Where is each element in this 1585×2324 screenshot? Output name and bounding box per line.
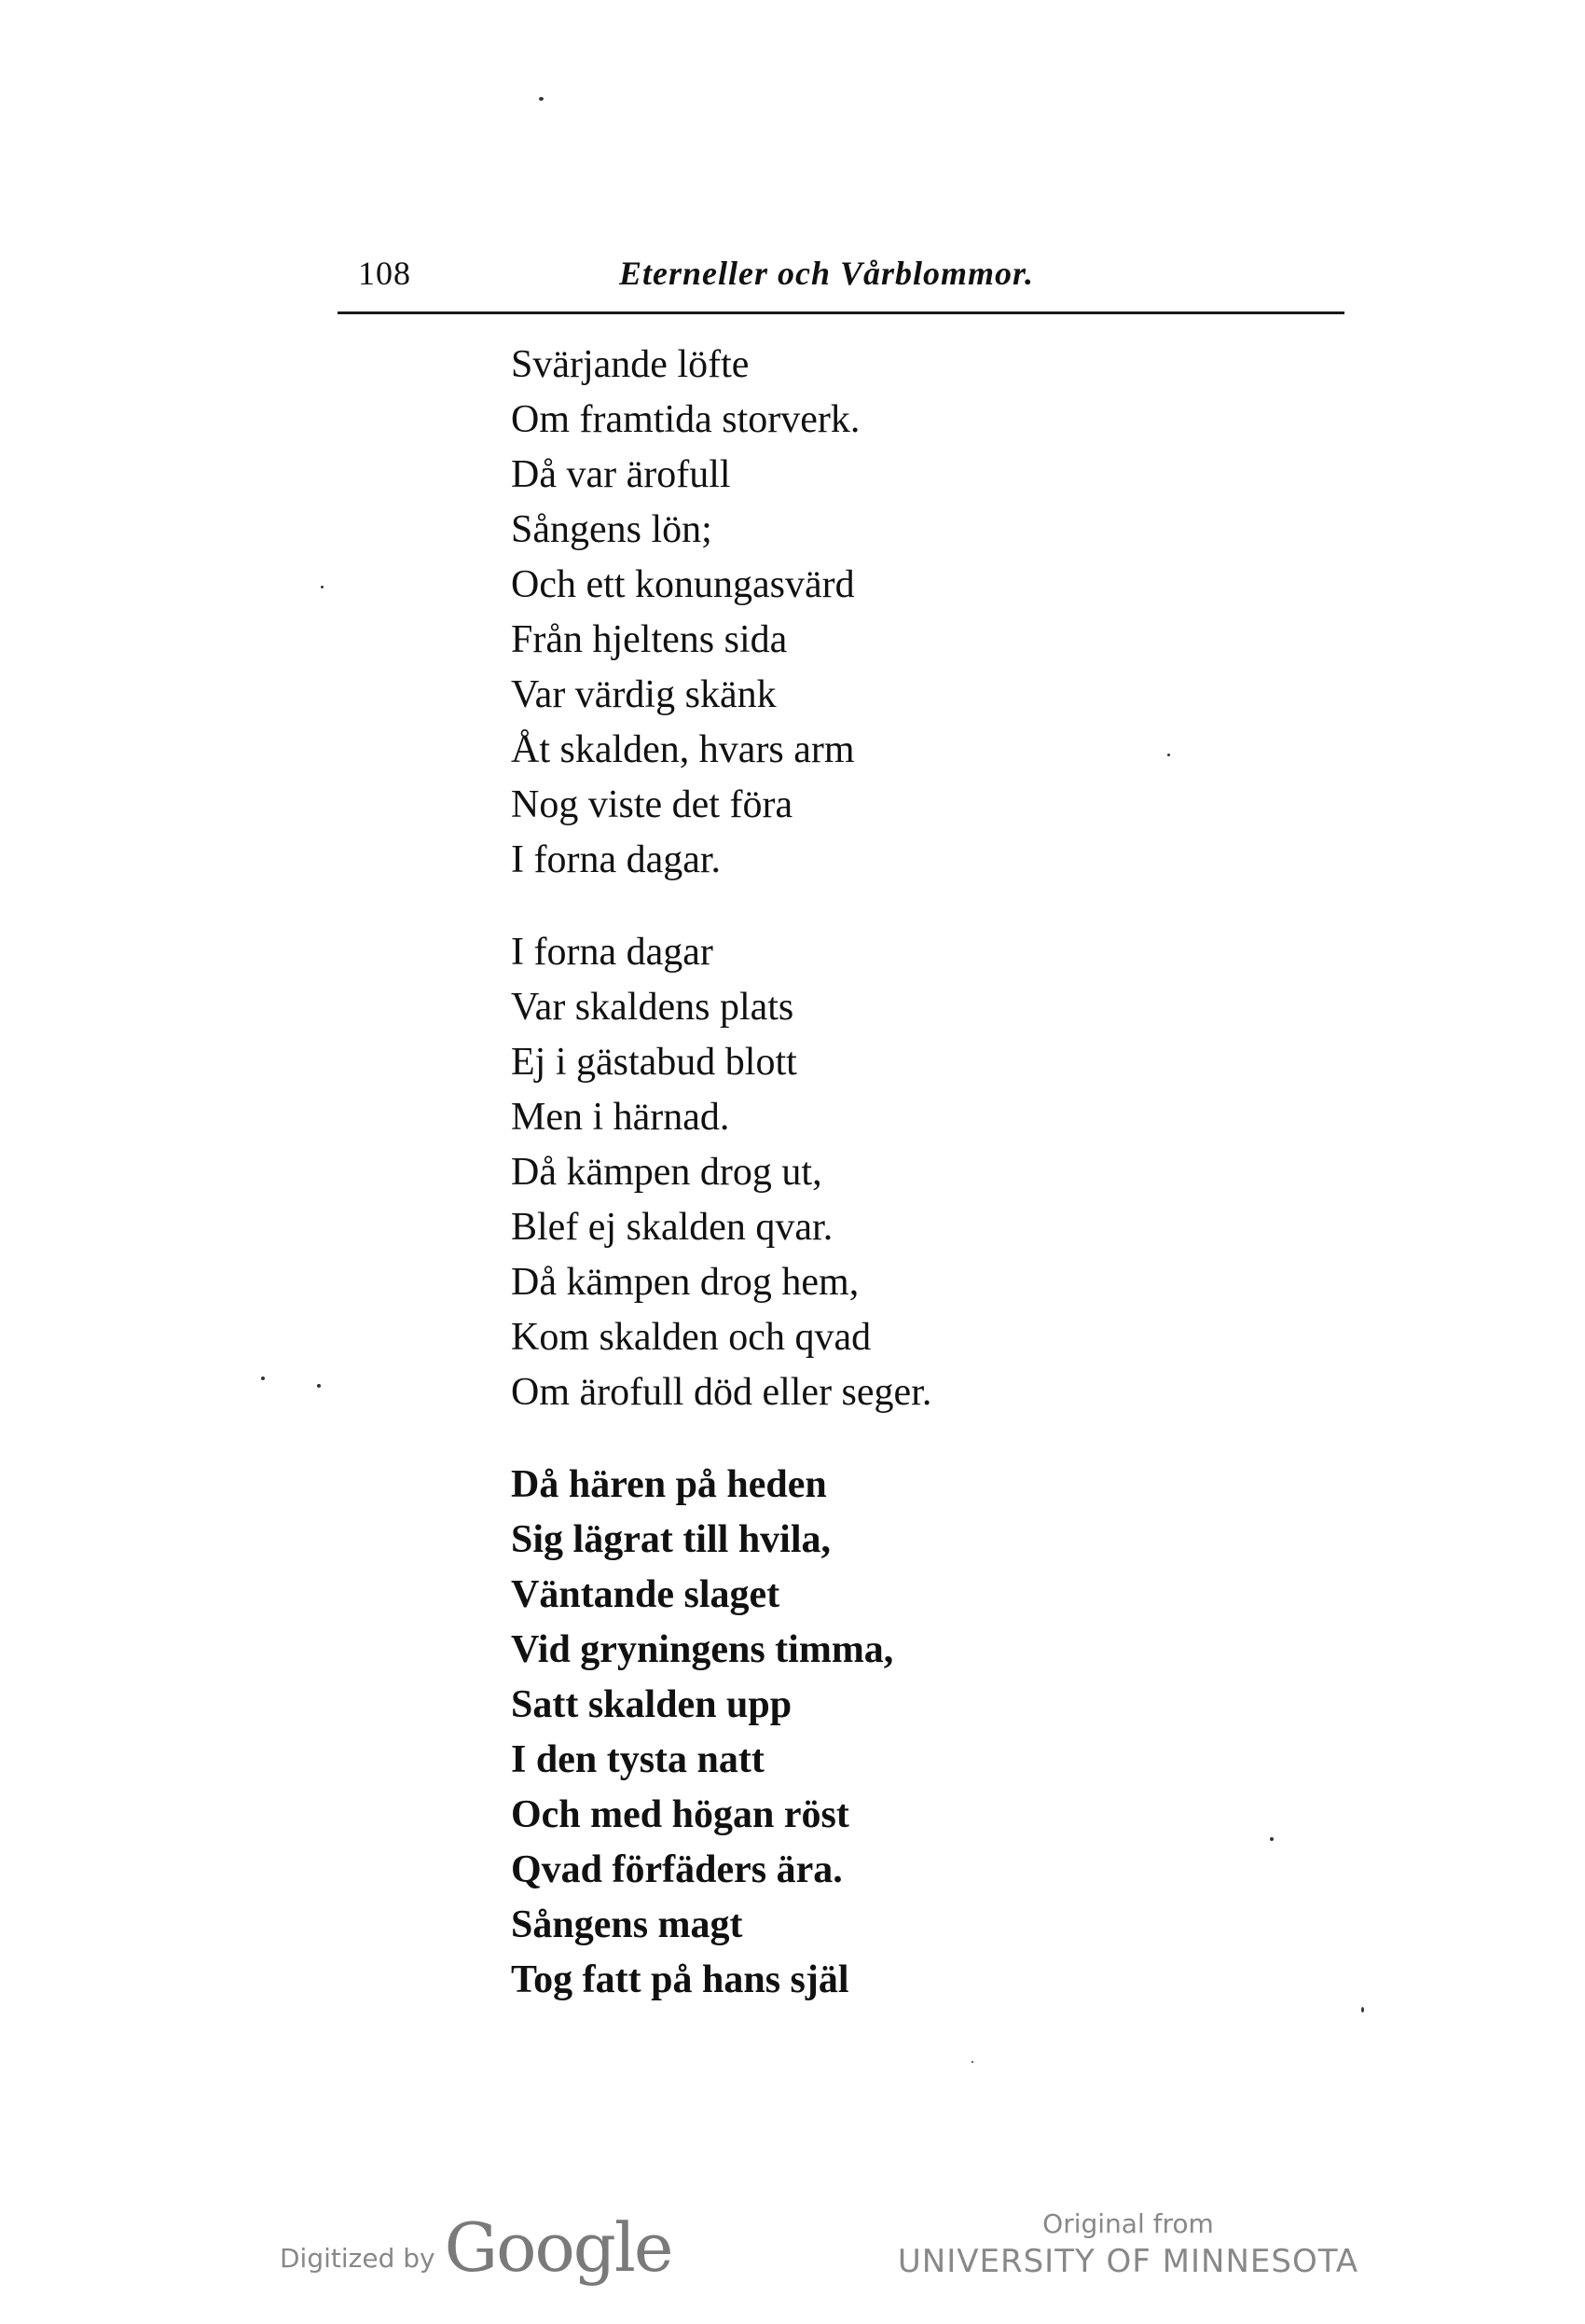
poem-line: Då var ärofull: [511, 453, 731, 496]
university-name: UNIVERSITY OF MINNESOTA: [897, 2243, 1359, 2280]
poem-line: Då kämpen drog hem,: [511, 1261, 860, 1304]
poem-line: Men i härnad.: [511, 1096, 730, 1139]
poem-line: Sångens magt: [511, 1903, 743, 1946]
poem-line: Åt skalden, hvars arm: [511, 728, 855, 771]
poem-line: I forna dagar: [511, 931, 713, 974]
scan-speck: [1270, 1837, 1274, 1841]
poem-line: Från hjeltens sida: [511, 618, 788, 661]
poem-line: Ej i gästabud blott: [511, 1041, 797, 1084]
scan-speck: [539, 97, 544, 101]
header-rule: [338, 311, 1344, 314]
poem-line: I den tysta natt: [511, 1738, 765, 1781]
stanza-3: [511, 1458, 931, 2008]
poem-line: Och ett konungasvärd: [511, 563, 855, 606]
poem-line: Satt skalden upp: [511, 1683, 792, 1726]
poem-line: Då kämpen drog ut,: [511, 1151, 822, 1194]
stanza-2: [511, 925, 931, 1420]
poem-line: Sångens lön;: [511, 508, 712, 551]
scan-speck: [317, 1384, 321, 1388]
scan-speck: [321, 586, 324, 588]
scan-speck: [972, 2061, 973, 2063]
original-source: [895, 2208, 1361, 2280]
poem-line: Tog fatt på hans själ: [511, 1958, 849, 2001]
scan-speck: [1167, 754, 1170, 756]
poem-line: Kom skalden och qvad: [511, 1316, 872, 1359]
poem-line: Nog viste det föra: [511, 783, 793, 826]
original-from-label: Original from: [1042, 2208, 1214, 2239]
poem-line: Och med högan röst: [511, 1793, 849, 1836]
poem-line: Vid gryningens timma,: [511, 1628, 894, 1671]
poem-line: Var värdig skänk: [511, 673, 777, 716]
poem-line: Då hären på heden: [511, 1463, 827, 1506]
page-number: 108: [358, 255, 411, 292]
poem-line: Svärjande löfte: [511, 343, 750, 386]
poem-line: Blef ej skalden qvar.: [511, 1206, 834, 1249]
poem-line: Var skaldens plats: [511, 986, 794, 1029]
poem-line: Qvad förfäders ära.: [511, 1848, 843, 1891]
digitized-by-google: [280, 2208, 672, 2287]
poem-line: Om ärofull död eller seger.: [511, 1371, 932, 1414]
poem-line: Sig lägrat till hvila,: [511, 1518, 832, 1561]
poem: [511, 338, 931, 2045]
scan-speck: [261, 1376, 265, 1380]
google-logo: Google: [444, 2208, 672, 2287]
stanza-1: [511, 338, 931, 888]
digitized-label: Digitized by: [280, 2243, 435, 2274]
running-title: Eterneller och Vårblommor.: [619, 255, 1035, 292]
poem-line: Väntande slaget: [511, 1573, 780, 1616]
poem-line: Om framtida storverk.: [511, 398, 861, 441]
scan-speck: [1361, 2007, 1364, 2013]
poem-line: I forna dagar.: [511, 838, 722, 881]
